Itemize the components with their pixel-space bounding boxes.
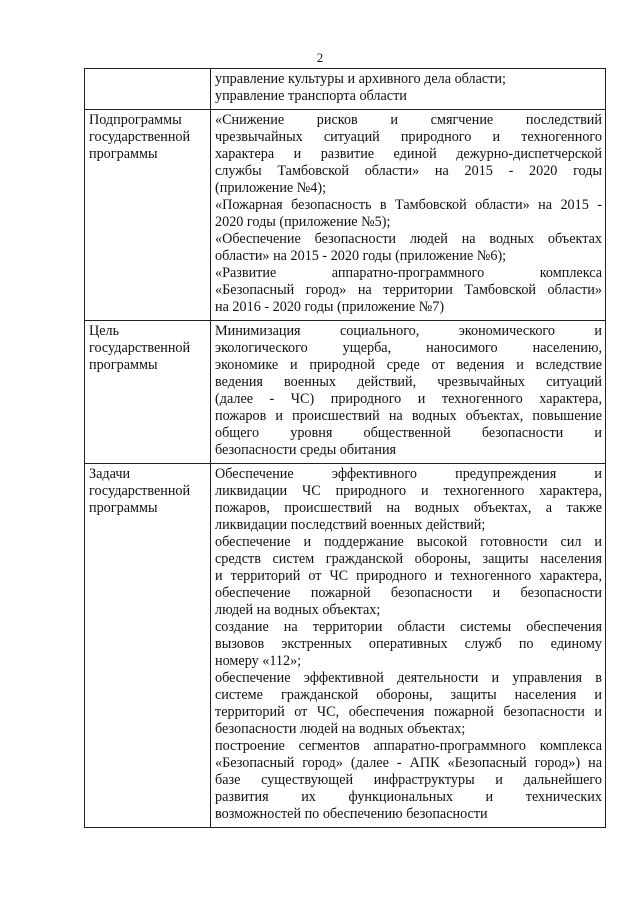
content-line: обеспечение эффективной деятельности и управления в [215,670,602,686]
content-line: экологического ущерба, наносимого населению, [215,340,602,356]
content-line: номеру «112»; [215,653,302,669]
row-content [211,464,606,828]
content-line: общего уровня общественной безопасности и [215,425,602,441]
content-line: ведения военных действий, чрезвычайных ситуаций [215,374,602,390]
agencies-row [85,69,606,110]
content-line: характера и развитие единой дежурно-диспетчерской [215,146,602,162]
content-line: базе существующей инфраструктуры и дальнейшего [215,772,602,788]
content-line: создание на территории области системы обеспечения [215,619,602,635]
content-line: ликвидации последствий военных действий; [215,517,486,533]
content-line: построение сегментов аппаратно-программного комплекса [215,738,602,754]
content-line: территорий от ЧС, обеспечения пожарной безопасности и [215,704,602,720]
content-line: «Обеспечение безопасности людей на водных объектах [215,231,602,247]
program-passport-table [84,68,606,828]
row-content [211,321,606,464]
content-line: службы Тамбовской области» на 2015 - 2020 годы [215,163,602,179]
content-line: «Снижение рисков и смягчение последствий [215,112,602,128]
row-label: Подпрограммы государственной программы [85,110,211,321]
content-line: пожаров, происшествий на водных объектах, а также [215,500,602,516]
goal-row [85,321,606,464]
content-line: Минимизация социального, экономического и [215,323,602,339]
content-line: чрезвычайных ситуаций природного и техногенного [215,129,602,145]
row-content [211,110,606,321]
content-line: возможностей по обеспечению безопасности [215,806,488,822]
content-line: обеспечение и поддержание высокой готовности сил и [215,534,602,550]
content-line: «Безопасный город» на территории Тамбовской области» [215,282,602,298]
content-line: безопасности среды обитания [215,442,397,458]
content-line: ликвидации ЧС природного и техногенного характера, [215,483,602,499]
content-line: экономике и природной среде от ведения и вследствие [215,357,602,373]
content-line: пожаров и происшествий на водных объектах, повышение [215,408,602,424]
content-line: области» на 2015 - 2020 годы (приложение №6); [215,248,507,264]
content-line: «Пожарная безопасность в Тамбовской области» на 2015 - [215,197,602,213]
content-line: вызовов экстренных оперативных служб по единому [215,636,602,652]
content-line: обеспечение пожарной безопасности и безопасности [215,585,602,601]
tasks-row [85,464,606,828]
content-line: (далее - ЧС) природного и техногенного характера, [215,391,602,407]
content-line: управление культуры и архивного дела области; [215,71,506,87]
content-line: средств систем гражданской обороны, защиты населения [215,551,602,567]
content-line: «Развитие аппаратно-программного комплекса [215,265,602,281]
content-line: управление транспорта области [215,88,407,104]
content-line: (приложение №4); [215,180,327,196]
content-line: системе гражданской обороны, защиты населения и [215,687,602,703]
row-label: Цель государственной программы [85,321,211,464]
content-line: развития их функциональных и технических [215,789,602,805]
row-content [211,69,606,110]
page-number: 2 [316,50,324,65]
content-line: и территорий от ЧС природного и техногенного характера, [215,568,602,584]
content-line: на 2016 - 2020 годы (приложение №7) [215,299,445,315]
subprograms-row [85,110,606,321]
content-line: «Безопасный город» (далее - АПК «Безопасный город») на [215,755,602,771]
content-line: Обеспечение эффективного предупреждения и [215,466,602,482]
row-label: Задачи государственной программы [85,464,211,828]
content-line: 2020 годы (приложение №5); [215,214,391,230]
content-line: безопасности людей на водных объектах; [215,721,466,737]
content-line: людей на водных объектах; [215,602,381,618]
row-label [85,69,211,110]
